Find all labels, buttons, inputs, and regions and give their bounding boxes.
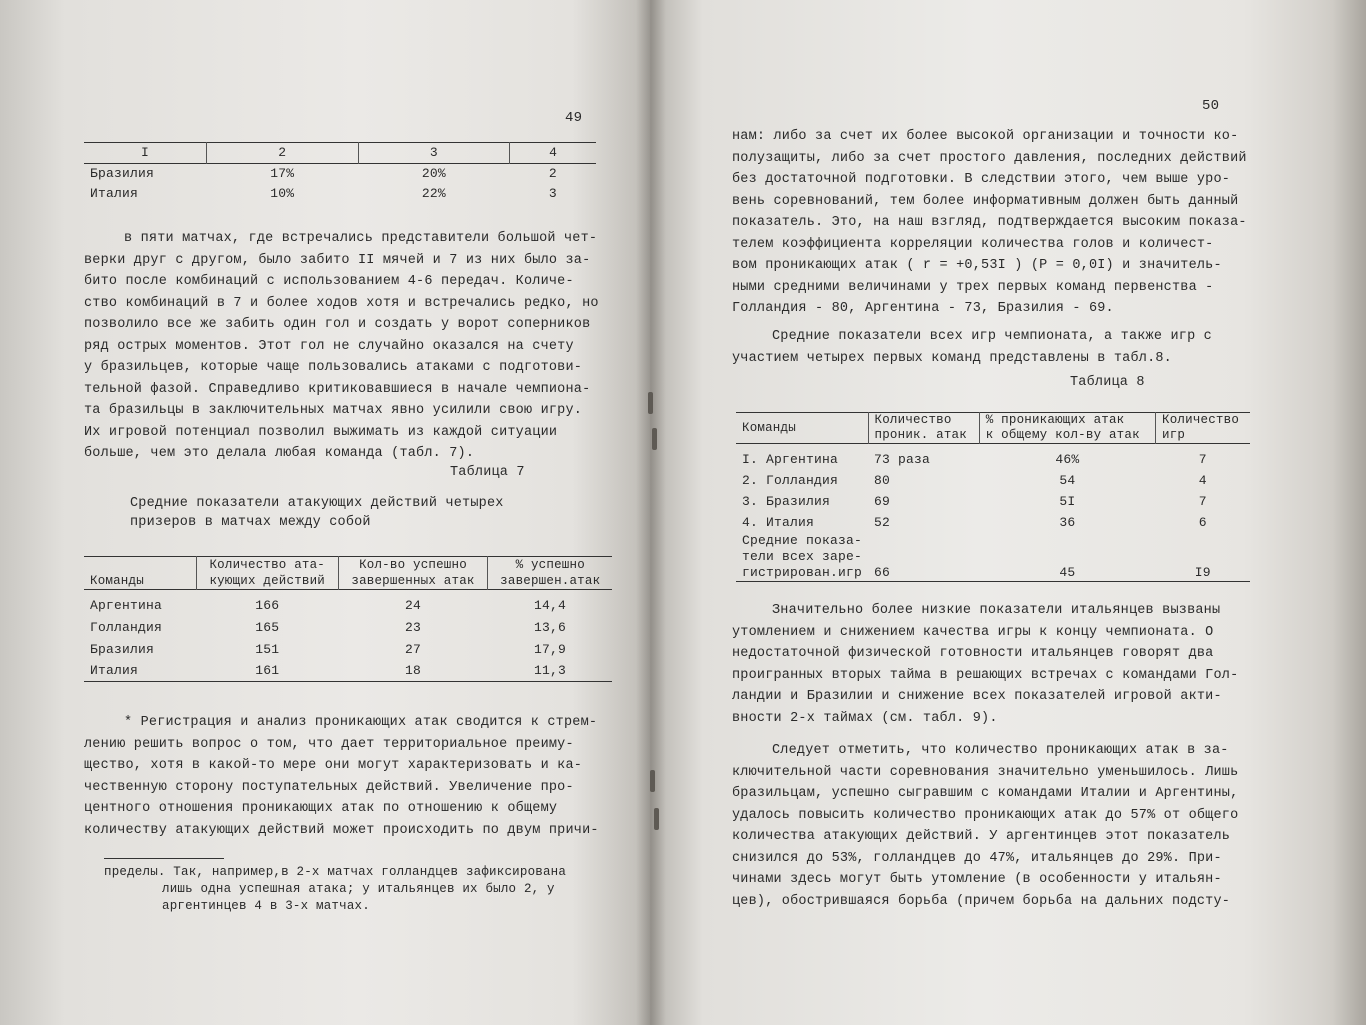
- text-line: лению решить вопрос о том, что дает территориальное преиму-: [84, 736, 574, 752]
- top-table-header-cell: I: [140, 145, 149, 160]
- table-cell: 4: [1198, 472, 1207, 488]
- table-row: [736, 533, 1250, 582]
- text-line: Следует отметить, что количество проникающих атак в за-: [772, 743, 1229, 758]
- table-cell: 7: [1198, 493, 1207, 509]
- text-line: щество, хотя в какой-то мере они могут характеризовать и ка-: [84, 758, 583, 773]
- top-table-header-cell: 3: [358, 143, 510, 164]
- table-cell-team: 2. Голландия: [742, 472, 839, 488]
- table-cell: 18: [404, 663, 421, 678]
- table-cell: 166: [255, 597, 280, 613]
- table-cell-team: Бразилия: [90, 166, 155, 181]
- binding-staple-icon: [648, 392, 653, 414]
- table-cell: 46%: [1055, 451, 1080, 467]
- text-line: ряд острых моментов. Этот гол не случайно оказался на счету: [84, 338, 574, 354]
- table-cell: 13,6: [533, 619, 566, 635]
- text-line: телем коэффициента корреляции количества голов и количест-: [732, 236, 1214, 252]
- table-cell: I9: [1194, 564, 1211, 580]
- top-table: [84, 142, 596, 204]
- text-line: тельной фазой. Справедливо критиковавшиеся в начале чемпиона-: [84, 381, 591, 397]
- text-line: полузащиты, либо за счет простого давления, последних действий: [732, 150, 1247, 166]
- binding-staple-icon: [654, 808, 659, 830]
- table-cell: 7: [1198, 451, 1207, 467]
- binding-staple-icon: [650, 770, 655, 792]
- top-table-header-cell: 4: [510, 143, 596, 164]
- table-row: [84, 660, 612, 682]
- text-line: снизился до 53%, голландцев до 47%, итальянцев до 29%. При-: [732, 850, 1222, 866]
- table-cell-team: I. Аргентина: [742, 451, 839, 467]
- table-row: [84, 184, 596, 204]
- text-line: количеству атакующих действий может происходить по двум причи-: [84, 822, 599, 838]
- table-row: [84, 164, 596, 185]
- table-8: [736, 412, 1250, 582]
- table-cell-team: 4. Италия: [742, 514, 815, 530]
- left-page: [0, 0, 650, 1025]
- paragraph: [84, 228, 599, 465]
- text-line: призеров в матчах между собой: [130, 515, 371, 530]
- table-cell: 23: [404, 619, 421, 635]
- table-cell-team: Италия: [90, 663, 139, 678]
- paragraph: [732, 600, 1238, 729]
- table-cell-team: Аргентина: [90, 597, 163, 613]
- text-line: бито после комбинаций с использованием 4-6 передач. Количе-: [84, 274, 574, 289]
- text-line: недостаточной физической готовности итальянцев говорят два: [732, 646, 1214, 661]
- table-header-cell: % успешно завершен.атак: [488, 557, 612, 590]
- table-row: [84, 638, 612, 660]
- text-line: количества атакующих действий. У аргентинцев этот показатель: [732, 829, 1231, 844]
- text-line: ными средними величинами у трех первых команд первенства -: [732, 279, 1214, 295]
- text-line: верки друг с другом, было забито II мячей и 7 из них было за-: [84, 252, 591, 268]
- table-row: [84, 590, 612, 616]
- table-cell: 20%: [421, 166, 446, 181]
- table-cell: 3: [548, 186, 557, 201]
- text-line: Средние показатели всех игр чемпионата, а также игр с: [772, 329, 1212, 344]
- text-line: Средние показатели атакующих действий четырех: [130, 496, 504, 511]
- table-cell: 80: [874, 472, 891, 488]
- binding-staple-icon: [652, 428, 657, 450]
- table-8-header: [736, 413, 1250, 444]
- text-line: вень соревнований, тем более информативным должен быть данный: [732, 193, 1239, 209]
- right-page: [650, 0, 1310, 1025]
- table-cell: 14,4: [533, 597, 566, 613]
- table-cell-team: Средние показа- тели всех заре- гистрирован.игр: [742, 532, 863, 580]
- table-row: [736, 512, 1250, 533]
- text-line: нам: либо за счет их более высокой организации и точности ко-: [732, 129, 1239, 144]
- table-row: [84, 616, 612, 638]
- text-line: цев), обострившаяся борьба (причем борьба на дальних подсту-: [732, 893, 1231, 909]
- table-cell: 17%: [270, 166, 295, 181]
- table-row: [736, 470, 1250, 491]
- table-cell: 165: [255, 619, 280, 635]
- text-line: чинами здесь могут быть утомление (в особенности у итальян-: [732, 872, 1222, 887]
- text-line: у бразильцев, которые чаще пользовались атаками с подготови-: [84, 360, 583, 375]
- text-line: проигранных вторых тайма в решающих встречах с командами Гол-: [732, 667, 1239, 683]
- text-line: чественную сторону поступательных действий. Увеличение про-: [84, 779, 574, 795]
- text-line: утомлением и снижением качества игры к концу чемпионата. О: [732, 624, 1214, 640]
- table-cell: 161: [255, 663, 280, 678]
- table-cell: 45: [1059, 564, 1076, 580]
- table-cell-team: Италия: [90, 186, 139, 201]
- table-header-cell: Команды: [742, 420, 796, 435]
- table-cell: 151: [255, 641, 280, 657]
- text-line: участием четырех первых команд представлены в табл.8.: [732, 350, 1172, 366]
- text-line: ландии и Бразилии и снижение всех показателей игровой акти-: [732, 689, 1222, 704]
- table-row: [736, 491, 1250, 512]
- text-line: пределы. Так, например,в 2-х матчах голландцев зафиксирована: [104, 865, 567, 879]
- table-label: Таблица 8: [1070, 375, 1145, 390]
- text-line: * Регистрация и анализ проникающих атак сводится к стрем-: [124, 715, 598, 730]
- paragraph: [732, 740, 1238, 912]
- text-line: ключительной части соревнования значительно уменьшилось. Лишь: [732, 764, 1239, 780]
- table-cell: 22%: [421, 186, 446, 201]
- page-number-right: 50: [1202, 98, 1220, 114]
- table-cell-team: 3. Бразилия: [742, 493, 831, 509]
- text-line: та бразильцы в заключительных матчах явно усилили свою игру.: [84, 403, 583, 418]
- table-cell: 36: [1059, 514, 1076, 530]
- table-header-cell: Количество ата- кующих действий: [197, 557, 339, 590]
- table-7-header: [84, 557, 612, 590]
- table-cell: 2: [548, 166, 557, 181]
- paragraph: [84, 712, 599, 841]
- table-header-cell: Команды: [90, 574, 144, 588]
- table-label: Таблица 7: [450, 465, 525, 480]
- text-line: вности 2-х таймах (см. табл. 9).: [732, 710, 998, 726]
- text-line: Их игровой потенциал позволил выжимать из каждой ситуации: [84, 424, 558, 440]
- footnote-rule: [104, 858, 224, 859]
- text-line: аргентинцев 4 в 3-х матчах.: [162, 899, 370, 913]
- page-number-left: 49: [565, 110, 583, 126]
- page-edge: [1310, 0, 1366, 1025]
- paragraph: [732, 126, 1247, 320]
- table-cell: 11,3: [533, 663, 566, 678]
- text-line: Значительно более низкие показатели итальянцев вызваны: [772, 603, 1221, 618]
- table-cell: 17,9: [533, 641, 566, 657]
- table-cell: 73 раза: [874, 451, 931, 467]
- table-cell: 24: [404, 597, 421, 613]
- paragraph: [732, 326, 1212, 369]
- table-header-cell: Количество проник. атак: [868, 413, 979, 444]
- footnote: [104, 864, 566, 915]
- table-cell: 54: [1059, 472, 1076, 488]
- table-cell-team: Бразилия: [90, 641, 155, 657]
- table-header-cell: Количество игр: [1156, 413, 1250, 444]
- text-line: удалось повысить количество проникающих атак до 57% от общего: [732, 807, 1239, 823]
- table-header-cell: % проникающих атак к общему кол-ву атак: [979, 413, 1155, 444]
- table-cell: 66: [874, 564, 891, 580]
- text-line: ство комбинаций в 7 и более ходов хотя и встречались редко, но: [84, 295, 599, 311]
- text-line: бразильцам, успешно сыгравшим с командами Италии и Аргентины,: [732, 786, 1239, 801]
- table-cell-team: Голландия: [90, 619, 163, 635]
- text-line: в пяти матчах, где встречались представители большой чет-: [124, 231, 598, 246]
- table-header-cell: Кол-во успешно завершенных атак: [338, 557, 488, 590]
- text-line: позволило все же забить один гол и создать у ворот соперников: [84, 317, 591, 332]
- top-table-header-cell: 2: [207, 143, 359, 164]
- table-row: [736, 444, 1250, 470]
- text-line: вом проникающих атак ( r = +0,53I ) (P = 0,0I) и значитель-: [732, 258, 1222, 273]
- table-caption: [130, 494, 504, 532]
- text-line: Голландия - 80, Аргентина - 73, Бразилия - 69.: [732, 301, 1114, 316]
- text-line: центного отношения проникающих атак по отношению к общему: [84, 801, 558, 816]
- text-line: лишь одна успешная атака; у итальянцев их было 2, у: [162, 882, 555, 896]
- table-cell: 6: [1198, 514, 1207, 530]
- table-cell: 5I: [1059, 493, 1076, 509]
- text-line: больше, чем это делала любая команда (табл. 7).: [84, 446, 475, 461]
- table-cell: 52: [874, 514, 891, 530]
- table-cell: 10%: [270, 186, 295, 201]
- text-line: показатель. Это, на наш взгляд, подтверждается высоким показа-: [732, 215, 1247, 230]
- text-line: без достаточной подготовки. В следствии этого, чем выше уро-: [732, 172, 1231, 187]
- top-table-header: [84, 143, 596, 164]
- table-7: [84, 556, 612, 682]
- table-cell: 69: [874, 493, 891, 509]
- table-cell: 27: [404, 641, 421, 657]
